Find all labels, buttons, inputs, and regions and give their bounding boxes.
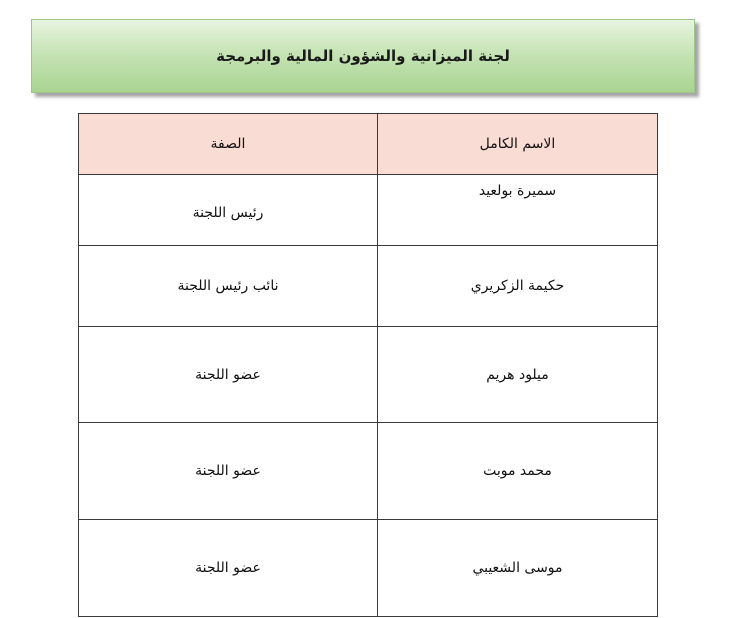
- member-role: رئيس اللجنة: [79, 175, 378, 246]
- member-role: عضو اللجنة: [79, 423, 378, 520]
- title-banner: [31, 19, 695, 93]
- table-row: [79, 423, 658, 520]
- header-role: الصفة: [79, 114, 378, 175]
- member-name: محمد موبت: [378, 423, 658, 520]
- member-role: عضو اللجنة: [79, 520, 378, 617]
- table-header-row: [79, 114, 658, 175]
- table-row: [79, 327, 658, 423]
- member-role: عضو اللجنة: [79, 327, 378, 423]
- committee-title: لجنة الميزانية والشؤون المالية والبرمجة: [216, 47, 510, 65]
- member-name: حكيمة الزكريري: [378, 246, 658, 327]
- member-name: سميرة بولعيد: [378, 175, 658, 246]
- table-row: [79, 520, 658, 617]
- header-full-name: الاسم الكامل: [378, 114, 658, 175]
- table-row: [79, 246, 658, 327]
- member-name: موسى الشعيبي: [378, 520, 658, 617]
- member-name: ميلود هريم: [378, 327, 658, 423]
- member-role: نائب رئيس اللجنة: [79, 246, 378, 327]
- table-row: [79, 175, 658, 246]
- members-table: [78, 113, 658, 617]
